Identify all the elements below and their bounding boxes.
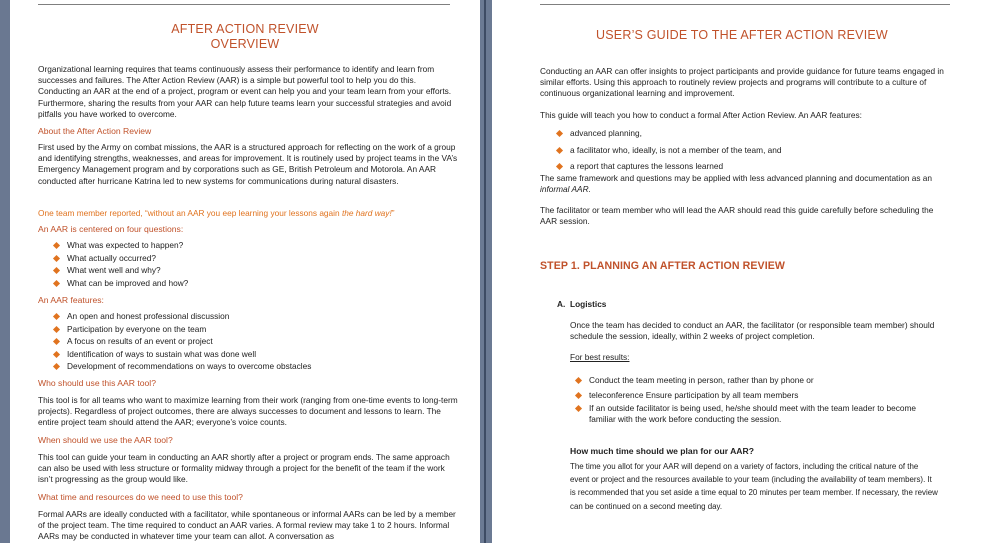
diamond-bullet-icon	[556, 130, 563, 137]
logistics-letter: A.	[557, 299, 566, 309]
diamond-bullet-icon	[53, 338, 60, 345]
diamond-bullet-icon	[575, 377, 582, 384]
list-item: A focus on results of an event or project	[67, 335, 311, 348]
page-divider-line	[484, 0, 486, 543]
time-question: How much time should we plan for our AAR?	[570, 446, 754, 456]
page-top-rule	[540, 4, 950, 5]
list-item: a facilitator who, ideally, is not a member of the team, and	[570, 142, 782, 159]
window-frame-left	[0, 0, 10, 543]
best-results-list	[589, 373, 919, 425]
list-item: What actually occurred?	[67, 252, 188, 265]
list-item: teleconference Ensure participation by all team members	[589, 388, 919, 402]
features-heading: An AAR features:	[38, 295, 104, 305]
list-item: Participation by everyone on the team	[67, 323, 311, 336]
framework-paragraph: The same framework and questions may be applied with less advanced planning and documentation as an informal AAR.	[540, 173, 933, 195]
features-list	[570, 125, 782, 175]
diamond-bullet-icon	[53, 313, 60, 320]
page-divider	[480, 0, 492, 543]
who-paragraph: This tool is for all teams who want to maximize learning from their work (ranging from one-time events to long-term projects). Regardless of project outcomes, there are always successes to document and lessons to learn. The entire project team should attend the AAR; everyone’s voice counts.	[38, 395, 458, 428]
about-paragraph: First used by the Army on combat missions, the AAR is a structured approach for reflecting on the work of a group and identifying strengths, weaknesses, and areas for improvement. It is routinely used by project teams in the VA’s Emergency Management program and by corporations such as GE, British Petroleum and Motorola. An AAR conducted after hurricane Katrina led to new systems for communications during natural disasters.	[38, 142, 458, 186]
about-heading: About the After Action Review	[38, 126, 152, 136]
facilitator-paragraph: The facilitator or team member who will lead the AAR should read this guide carefully before scheduling the AAR session.	[540, 205, 934, 227]
logistics-paragraph: Once the team has decided to conduct an AAR, the facilitator (or responsible team member) should schedule the session, ideally, within 2 weeks of project completion.	[570, 320, 935, 342]
when-heading: When should we use the AAR tool?	[38, 435, 173, 445]
list-item: Development of recommendations on ways to overcome obstacles	[67, 360, 311, 373]
diamond-bullet-icon	[53, 255, 60, 262]
page-title	[10, 22, 480, 52]
best-results-label: For best results:	[570, 352, 630, 362]
intro-paragraph: Organizational learning requires that teams continuously assess their performance to identify and learn from successes and failures. The After Action Review (AAR) is a simple but powerful tool to help you do this. Conducting an AAR at the end of a project, program or event can help you and your team learn from your efforts. Furthermore, sharing the results from your AAR can help future teams learn your successful strategies and avoid pitfalls you have worked to overcome.	[38, 64, 452, 119]
questions-list	[67, 239, 188, 289]
list-item: Identification of ways to sustain what was done well	[67, 348, 311, 361]
diamond-bullet-icon	[53, 326, 60, 333]
page-title: USER’S GUIDE TO THE AFTER ACTION REVIEW	[596, 28, 888, 42]
diamond-bullet-icon	[53, 280, 60, 287]
list-item: a report that captures the lessons learned	[570, 158, 782, 175]
features-list	[67, 310, 311, 373]
diamond-bullet-icon	[575, 405, 582, 412]
document-page-right[interactable]	[492, 0, 992, 543]
diamond-bullet-icon	[53, 351, 60, 358]
document-page-left[interactable]	[10, 0, 480, 543]
quote-close: ”	[391, 208, 395, 218]
list-item: Conduct the team meeting in person, rather than by phone or	[589, 373, 919, 387]
diamond-bullet-icon	[556, 146, 563, 153]
list-item: What went well and why?	[67, 264, 188, 277]
logistics-label: Logistics	[570, 299, 607, 309]
title-line-2: OVERVIEW	[210, 37, 280, 51]
page-top-rule	[38, 4, 450, 5]
who-heading: Who should use this AAR tool?	[38, 378, 156, 388]
informal-aar-emphasis: informal AAR.	[540, 184, 591, 195]
questions-heading: An AAR is centered on four questions:	[38, 224, 184, 234]
diamond-bullet-icon	[53, 363, 60, 370]
when-paragraph: This tool can guide your team in conducting an AAR shortly after a project or program ends. The same approach can also be used with less structure or formality midway through a project for the benefit of the team if the work isn’t progressing as the group would like.	[38, 452, 450, 485]
time-paragraph: Formal AARs are ideally conducted with a facilitator, while spontaneous or informal AARs can be led by a member of the project team. The time required to conduct an AAR varies. A formal review may take 1 to 2 hours. Informal AARs may be conducted in whatever time your team can allot. A conversation as	[38, 509, 456, 542]
teach-paragraph: This guide will teach you how to conduct a formal After Action Review. An AAR features:	[540, 110, 862, 120]
time-heading: What time and resources do we need to use this tool?	[38, 492, 243, 502]
list-item: advanced planning,	[570, 125, 782, 142]
diamond-bullet-icon	[53, 267, 60, 274]
title-line-1: AFTER ACTION REVIEW	[171, 22, 319, 36]
diamond-bullet-icon	[53, 242, 60, 249]
quote-text: One team member reported, “without an AAR you eep learning your lessons again	[38, 208, 342, 218]
list-item: An open and honest professional discussion	[67, 310, 311, 323]
quote-line	[38, 207, 468, 219]
diamond-bullet-icon	[556, 163, 563, 170]
intro-paragraph: Conducting an AAR can offer insights to project participants and provide guidance for future teams engaged in similar efforts. Using this approach to routinely review projects and programs will contribute to a culture of continuous organizational learning and improvement.	[540, 66, 944, 99]
step-heading: STEP 1. PLANNING AN AFTER ACTION REVIEW	[540, 260, 786, 272]
list-item: What was expected to happen?	[67, 239, 188, 252]
diamond-bullet-icon	[575, 392, 582, 399]
list-item: What can be improved and how?	[67, 277, 188, 290]
time-answer: The time you allot for your AAR will depend on a variety of factors, including the critical nature of the event or project and the resources available to your team (including the availability of team members). It is recommended that you set aside a time equal to 20 minutes per team member. If necessary, the review can be continued on a second meeting day.	[570, 462, 938, 511]
list-item: If an outside facilitator is being used, he/she should meet with the team leader to become familiar with the work before conducting the session.	[589, 403, 919, 425]
quote-emphasis: the hard way!	[341, 208, 392, 218]
